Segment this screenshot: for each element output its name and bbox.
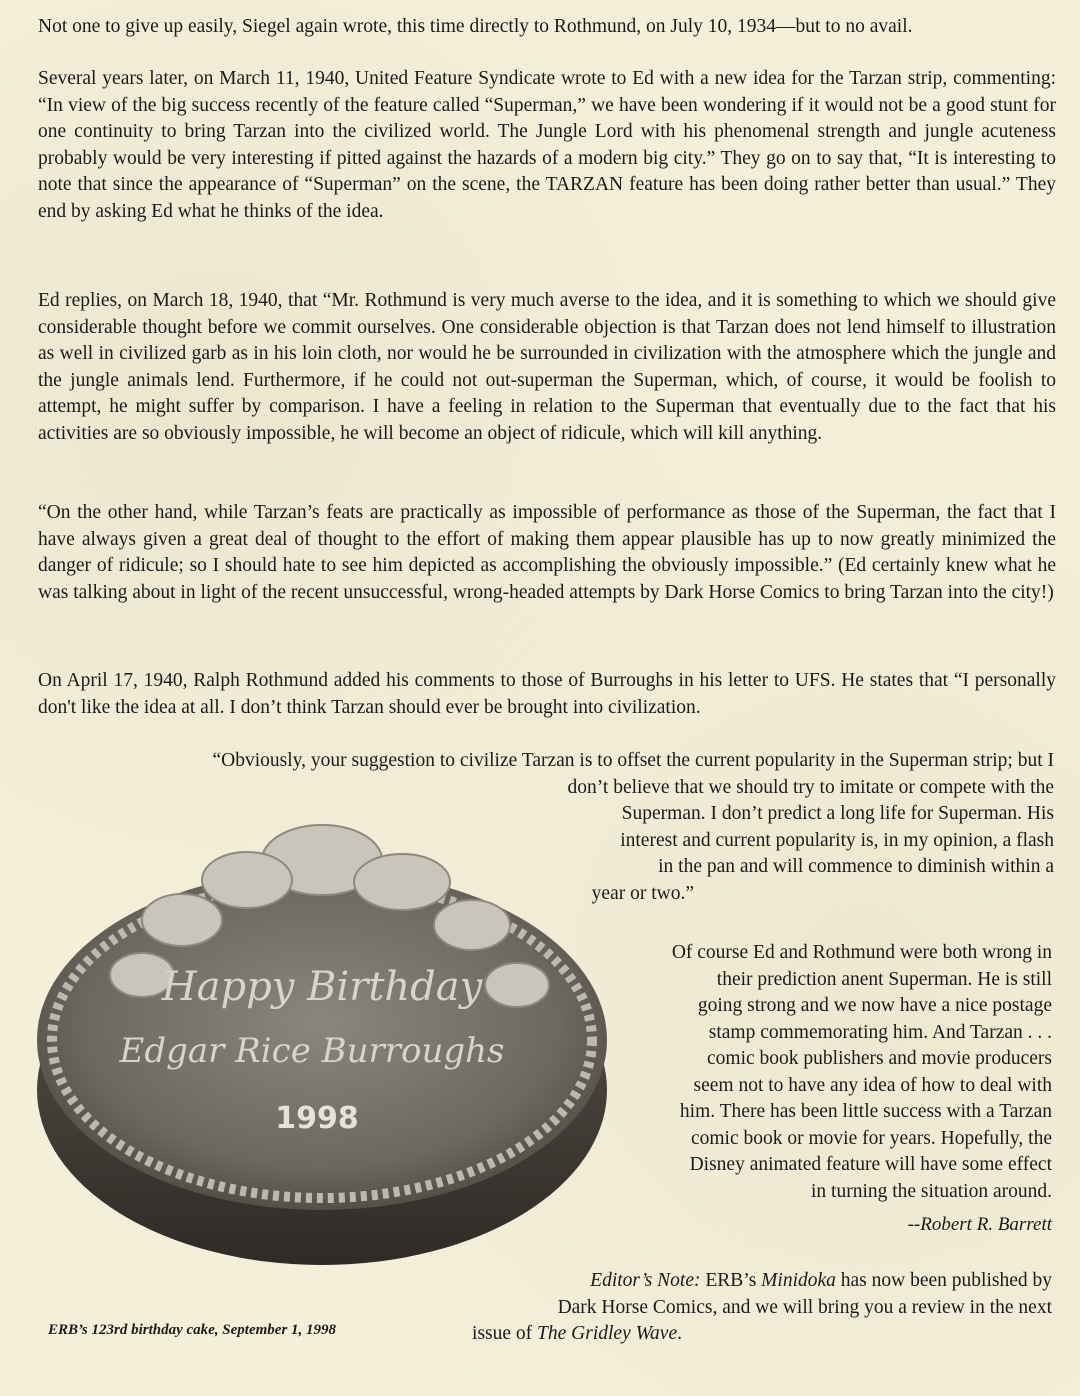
editor-note: Editor’s Note: ERB’s Minidoka has now been published by Dark Horse Comics, and we will bring you a review in the next issue of The Gridley Wave. xyxy=(472,1270,1052,1344)
conclusion-line: in turning the situation around. xyxy=(810,1180,1052,1202)
quote-line: Superman. I don’t predict a long life for Superman. His xyxy=(621,803,1054,824)
magazine-title: The Gridley Wave xyxy=(537,1323,678,1344)
conclusion-line: their prediction anent Superman. He is still xyxy=(716,968,1052,990)
quote-line: “Obviously, your suggestion to civilize Tarzan is to offset the current popularity in the Superman strip; but I xyxy=(212,750,1054,771)
quote-line: interest and current popularity is, in my opinion, a flash xyxy=(620,829,1054,851)
editor-note-label: Editor’s Note: xyxy=(590,1270,701,1291)
conclusion xyxy=(592,940,1052,1205)
conclusion-line: him. There has been little success with a Tarzan xyxy=(679,1101,1052,1122)
paragraph-ufs-letter: Several years later, on March 11, 1940, United Feature Syndicate wrote to Ed with a new idea for the Tarzan strip, commenting: “In view of the big success recently of the feature called “Superman,” we have been wondering if it would not be a good stunt for one continuity to bring Tarzan into the civilized world. The Jungle Lord with his phenomenal strength and jungle acuteness probably would be very interesting if pitted against the hazards of a modern big city.” They go on to say that, “It is interesting to note that since the appearance of “Superman” on the scene, the TARZAN feature has been doing rather better than usual.” They end by asking Ed what he thinks of the idea. xyxy=(38,68,1056,222)
conclusion-line: seem not to have any idea of how to deal with xyxy=(693,1074,1052,1096)
conclusion-line: comic book publishers and movie producers xyxy=(707,1048,1052,1069)
paragraph-other-hand: “On the other hand, while Tarzan’s feats are practically as impossible of performance as those of the Superman, the fact that I have always given a great deal of thought to the effort of making them appear plausible has up to now greatly minimized the danger of ridicule; so I should hate to see him depicted as accomplishing the obviously impossible.” (Ed certainly knew what he was talking about in light of the recent unsuccessful, wrong-headed attempts by Dark Horse Comics to bring Tarzan into the city!) xyxy=(38,502,1056,603)
book-title-minidoka: Minidoka xyxy=(761,1270,836,1291)
paragraph-ed-reply: Ed replies, on March 18, 1940, that “Mr. Rothmund is very much averse to the idea, and it is something to which we should give considerable thought before we commit ourselves. One considerable objection is that Tarzan does not lend himself to illustration as well in civilized garb as in his loin cloth, nor would he be surrounded in civilization with the atmosphere which the jungle and the jungle animals lend. Furthermore, if he could not out-superman the Superman, which, of course, it would be foolish to attempt, he might suffer by comparison. I have a feeling in relation to the Superman that eventually due to the fact that his activities are so obviously impossible, he will become an object of ridicule, which will kill anything. xyxy=(38,290,1056,444)
quote-line: year or two.” xyxy=(591,882,694,904)
conclusion-line: comic book or movie for years. Hopefully, the xyxy=(690,1127,1052,1149)
conclusion-line: going strong and we now have a nice postage xyxy=(697,995,1052,1016)
conclusion-line: Disney animated feature will have some effect xyxy=(689,1154,1052,1175)
conclusion-line: stamp commemorating him. And Tarzan . . . xyxy=(708,1021,1052,1043)
birthday-cake-photo xyxy=(22,800,622,1270)
conclusion-line: Of course Ed and Rothmund were both wrong in xyxy=(671,942,1052,963)
cake-text-line1: Happy Birthday xyxy=(161,964,483,1010)
paragraph-intro: Not one to give up easily, Siegel again wrote, this time directly to Rothmund, on July 10, 1934—but to no avail. xyxy=(38,16,913,37)
quote-line: don’t believe that we should try to imitate or compete with the xyxy=(567,776,1054,798)
paragraph-rothmund: On April 17, 1940, Ralph Rothmund added his comments to those of Burroughs in his letter to UFS. He states that “I personally don't like the idea at all. I don’t think Tarzan should ever be brought into civilization. xyxy=(38,670,1056,718)
signature: --Robert R. Barrett xyxy=(907,1214,1052,1235)
quote-line: in the pan and will commence to diminish within a xyxy=(658,856,1054,877)
cake-year: 1998 xyxy=(275,1101,359,1136)
cake-text-line2: Edgar Rice Burroughs xyxy=(119,1031,505,1071)
photo-caption: ERB’s 123rd birthday cake, September 1, 1998 xyxy=(48,1322,337,1338)
